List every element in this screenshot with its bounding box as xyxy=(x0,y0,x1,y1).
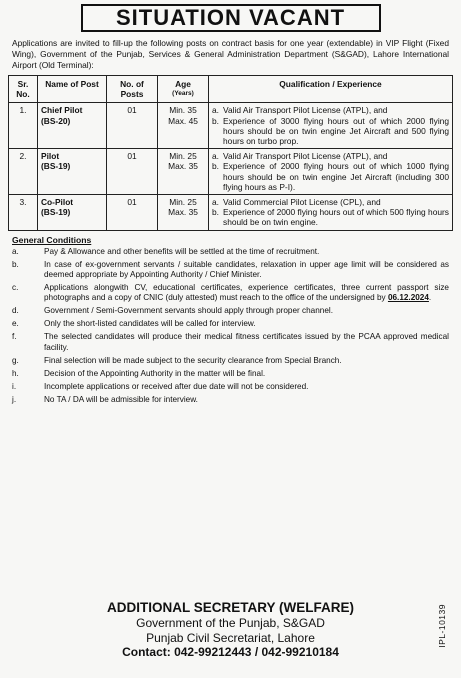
advertisement-page xyxy=(0,4,461,678)
condition-item xyxy=(12,260,449,281)
header-age-unit: (Years) xyxy=(172,90,194,98)
condition-text-after: . xyxy=(428,293,432,303)
table-header-row xyxy=(9,76,453,103)
condition-text: Decision of the Appointing Authority in the matter will be final. xyxy=(44,368,266,378)
condition-text: Only the short-listed candidates will be called for interview. xyxy=(44,319,256,329)
condition-letter: j. xyxy=(12,394,17,404)
post-grade: (BS-20) xyxy=(41,115,71,126)
cell-post-name xyxy=(38,149,107,195)
age-min: Min. 25 xyxy=(169,197,197,208)
post-name: Pilot xyxy=(41,151,60,162)
qualification-text: Valid Air Transport Pilot License (ATPL), and xyxy=(223,151,388,162)
condition-letter: b. xyxy=(12,259,19,269)
header-no-of-posts: No. of Posts xyxy=(107,76,158,103)
reference-code: IPL-10139 xyxy=(437,604,447,648)
qualification-letter: b. xyxy=(212,115,219,126)
condition-item xyxy=(12,395,449,405)
cell-sr-no: 1. xyxy=(9,103,38,149)
signature-block xyxy=(0,600,461,660)
cell-qualification xyxy=(209,195,453,231)
condition-text-before: Applications alongwith CV, educational certificates, experience certificates, three current passport size photographs and a copy of CNIC (duly attested) must reach to the office of the undersigned by xyxy=(44,283,449,303)
signatory-address: Punjab Civil Secretariat, Lahore xyxy=(146,630,315,645)
cell-qualification xyxy=(209,149,453,195)
qualification-letter: a. xyxy=(212,105,219,116)
condition-item xyxy=(12,356,449,366)
condition-letter: e. xyxy=(12,319,19,329)
header-name-of-post: Name of Post xyxy=(38,76,107,103)
header-qualification: Qualification / Experience xyxy=(209,76,453,103)
posts-table-body xyxy=(9,103,453,230)
cell-age xyxy=(158,195,209,231)
age-max: Max. 35 xyxy=(168,207,198,218)
table-row xyxy=(9,149,453,195)
cell-age xyxy=(158,103,209,149)
signatory-title: ADDITIONAL SECRETARY (WELFARE) xyxy=(106,600,354,615)
post-grade: (BS-19) xyxy=(41,161,71,172)
cell-no-of-posts: 01 xyxy=(107,149,158,195)
post-name: Co-Pilot xyxy=(41,197,74,208)
condition-text: No TA / DA will be admissible for interview. xyxy=(44,394,198,404)
intro-paragraph: Applications are invited to fill-up the following posts on contract basis for one year (extendable) in VIP Flight (Fixed Wing), Government of the Punjab, Services & General Administration Department (S&GAD), Lahore International Airport (Old Terminal): xyxy=(12,38,449,70)
qualification-letter: b. xyxy=(212,207,219,218)
condition-item xyxy=(12,332,449,353)
qualification-letter: a. xyxy=(212,151,219,162)
page-title: SITUATION VACANT xyxy=(81,4,381,32)
qualification-letter: a. xyxy=(212,197,219,208)
header-age-label: Age xyxy=(175,79,191,89)
qualification-item xyxy=(212,161,449,192)
condition-letter: i. xyxy=(12,381,17,391)
condition-letter: h. xyxy=(12,368,19,378)
condition-text: Government / Semi-Government servants should apply through proper channel. xyxy=(44,306,333,316)
condition-text: In case of ex-government servants / suitable candidates, relaxation in upper age limit will be considered as deemed appropriate by Appointing Authority / Chief Minister. xyxy=(44,259,449,280)
condition-item xyxy=(12,283,449,304)
condition-letter: d. xyxy=(12,306,19,316)
condition-text xyxy=(44,283,449,304)
condition-item xyxy=(12,369,449,379)
header-sr-no: Sr. No. xyxy=(9,76,38,103)
qualification-text: Valid Commercial Pilot License (CPL), and xyxy=(223,197,381,208)
post-name: Chief Pilot xyxy=(41,105,83,116)
cell-age xyxy=(158,149,209,195)
age-max: Max. 45 xyxy=(168,115,198,126)
condition-item xyxy=(12,382,449,392)
qualification-letter: b. xyxy=(212,161,219,172)
header-age xyxy=(158,76,209,103)
condition-text: The selected candidates will produce their medical fitness certificates issued by the PCAA approved medical facility. xyxy=(44,332,449,352)
condition-text: Pay & Allowance and other benefits will be settled at the time of recruitment. xyxy=(44,246,320,256)
age-max: Max. 35 xyxy=(168,161,198,172)
table-row xyxy=(9,195,453,231)
contact-numbers: Contact: 042-99212443 / 042-99210184 xyxy=(122,645,339,659)
qualification-text: Valid Air Transport Pilot License (ATPL), and xyxy=(223,105,388,116)
qualification-item xyxy=(212,207,449,227)
qualification-text: Experience of 3000 flying hours out of which 2000 flying hours should be on twin engine Jet Aircraft and 500 flying hours on turbo prop. xyxy=(223,115,449,147)
cell-qualification xyxy=(209,103,453,149)
condition-letter: c. xyxy=(12,283,19,293)
condition-item xyxy=(12,319,449,329)
table-row xyxy=(9,103,453,149)
qualification-text: Experience of 2000 flying hours out of which 1000 flying hours should be on twin engine Jet Aircraft (including 300 flying hours as P-I). xyxy=(223,161,449,192)
qualification-item xyxy=(212,151,449,161)
cell-sr-no: 3. xyxy=(9,195,38,231)
age-min: Min. 25 xyxy=(169,151,197,162)
cell-no-of-posts: 01 xyxy=(107,195,158,231)
posts-table xyxy=(8,75,453,231)
signatory-department: Government of the Punjab, S&GAD xyxy=(136,616,325,630)
condition-letter: g. xyxy=(12,355,19,365)
age-min: Min. 35 xyxy=(169,105,197,116)
general-conditions-list xyxy=(12,247,449,406)
post-grade: (BS-19) xyxy=(41,207,71,218)
qualification-item xyxy=(212,197,449,207)
qualification-text: Experience of 2000 flying hours out of which 500 flying hours should be on twin engine. xyxy=(223,207,449,228)
qualification-item xyxy=(212,105,449,115)
general-conditions-title: General Conditions xyxy=(12,234,92,245)
condition-text: Incomplete applications or received after due date will not be considered. xyxy=(44,381,309,391)
cell-post-name xyxy=(38,195,107,231)
condition-item xyxy=(12,306,449,316)
qualification-item xyxy=(212,116,449,147)
deadline-date: 06.12.2024 xyxy=(387,293,429,303)
cell-sr-no: 2. xyxy=(9,149,38,195)
condition-letter: f. xyxy=(12,332,17,342)
cell-post-name xyxy=(38,103,107,149)
condition-text: Final selection will be made subject to the security clearance from Special Branch. xyxy=(44,355,342,365)
condition-item xyxy=(12,247,449,257)
condition-letter: a. xyxy=(12,246,19,256)
cell-no-of-posts: 01 xyxy=(107,103,158,149)
